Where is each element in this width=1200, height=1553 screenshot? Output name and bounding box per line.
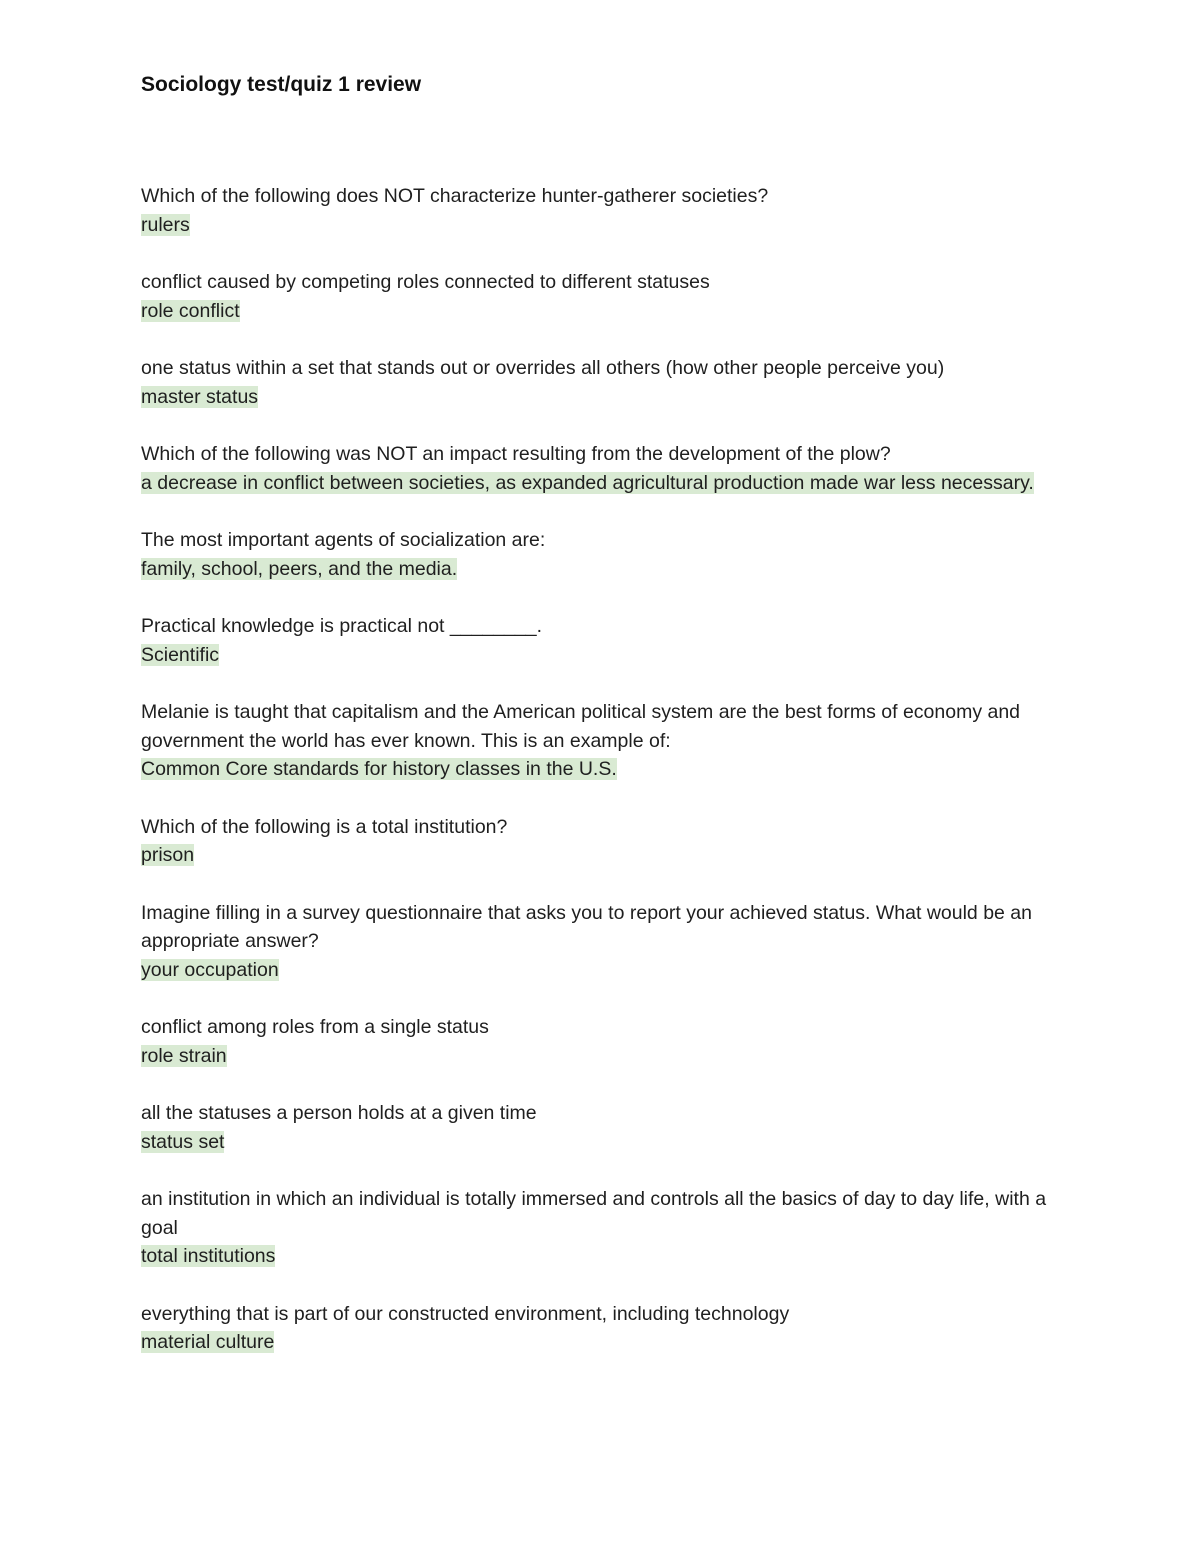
qa-item [141,268,1051,325]
answer-highlight: a decrease in conflict between societies, as expanded agricultural production made war less necessary. [141,471,1034,494]
document-title: Sociology test/quiz 1 review [141,73,422,96]
qa-item [141,354,1051,411]
question-text: conflict among roles from a single status [141,1016,489,1038]
question-text: conflict caused by competing roles connected to different statuses [141,271,710,293]
qa-item [141,1099,1051,1156]
question-text: an institution in which an individual is totally immersed and controls all the basics of day to day life, with a goal [141,1188,1047,1239]
answer-highlight: rulers [141,213,190,236]
qa-item [141,1013,1051,1070]
answer-highlight: total institutions [141,1245,276,1267]
document-page [141,70,1051,1386]
question-text: Which of the following is a total institution? [141,815,508,838]
answer-highlight: role conflict [141,299,240,322]
qa-item [141,182,1051,239]
question-text: Which of the following was NOT an impact resulting from the development of the plow? [141,443,891,465]
question-text: all the statuses a person holds at a given time [141,1102,537,1124]
question-text: The most important agents of socialization are: [141,529,546,551]
question-text: Practical knowledge is practical not ________. [141,615,543,637]
qa-item [141,612,1051,669]
qa-item [141,1185,1051,1271]
qa-item [141,440,1051,497]
answer-highlight: Scientific [141,643,220,666]
qa-item [141,698,1051,784]
question-text: one status within a set that stands out or overrides all others (how other people perceive you) [141,357,945,379]
answer-highlight: status set [141,1130,225,1153]
question-text: Which of the following does NOT characterize hunter-gatherer societies? [141,185,769,207]
qa-item [141,526,1051,583]
qa-item [141,1300,1051,1357]
qa-list [141,182,1051,1357]
question-text: Imagine filling in a survey questionnaire that asks you to report your achieved status. What would be an appropriate answer? [141,901,1032,952]
question-text: Melanie is taught that capitalism and the American political system are the best forms of economy and government the world has ever known. This is an example of: [141,701,1021,752]
qa-item [141,813,1051,870]
answer-highlight: prison [141,844,195,866]
answer-highlight: family, school, peers, and the media. [141,557,458,580]
answer-highlight: role strain [141,1044,227,1067]
answer-highlight: Common Core standards for history classes in the U.S. [141,758,617,780]
question-text: everything that is part of our constructed environment, including technology [141,1302,790,1325]
answer-highlight: material culture [141,1331,275,1353]
qa-item [141,899,1051,985]
answer-highlight: master status [141,385,259,408]
answer-highlight: your occupation [141,958,279,981]
